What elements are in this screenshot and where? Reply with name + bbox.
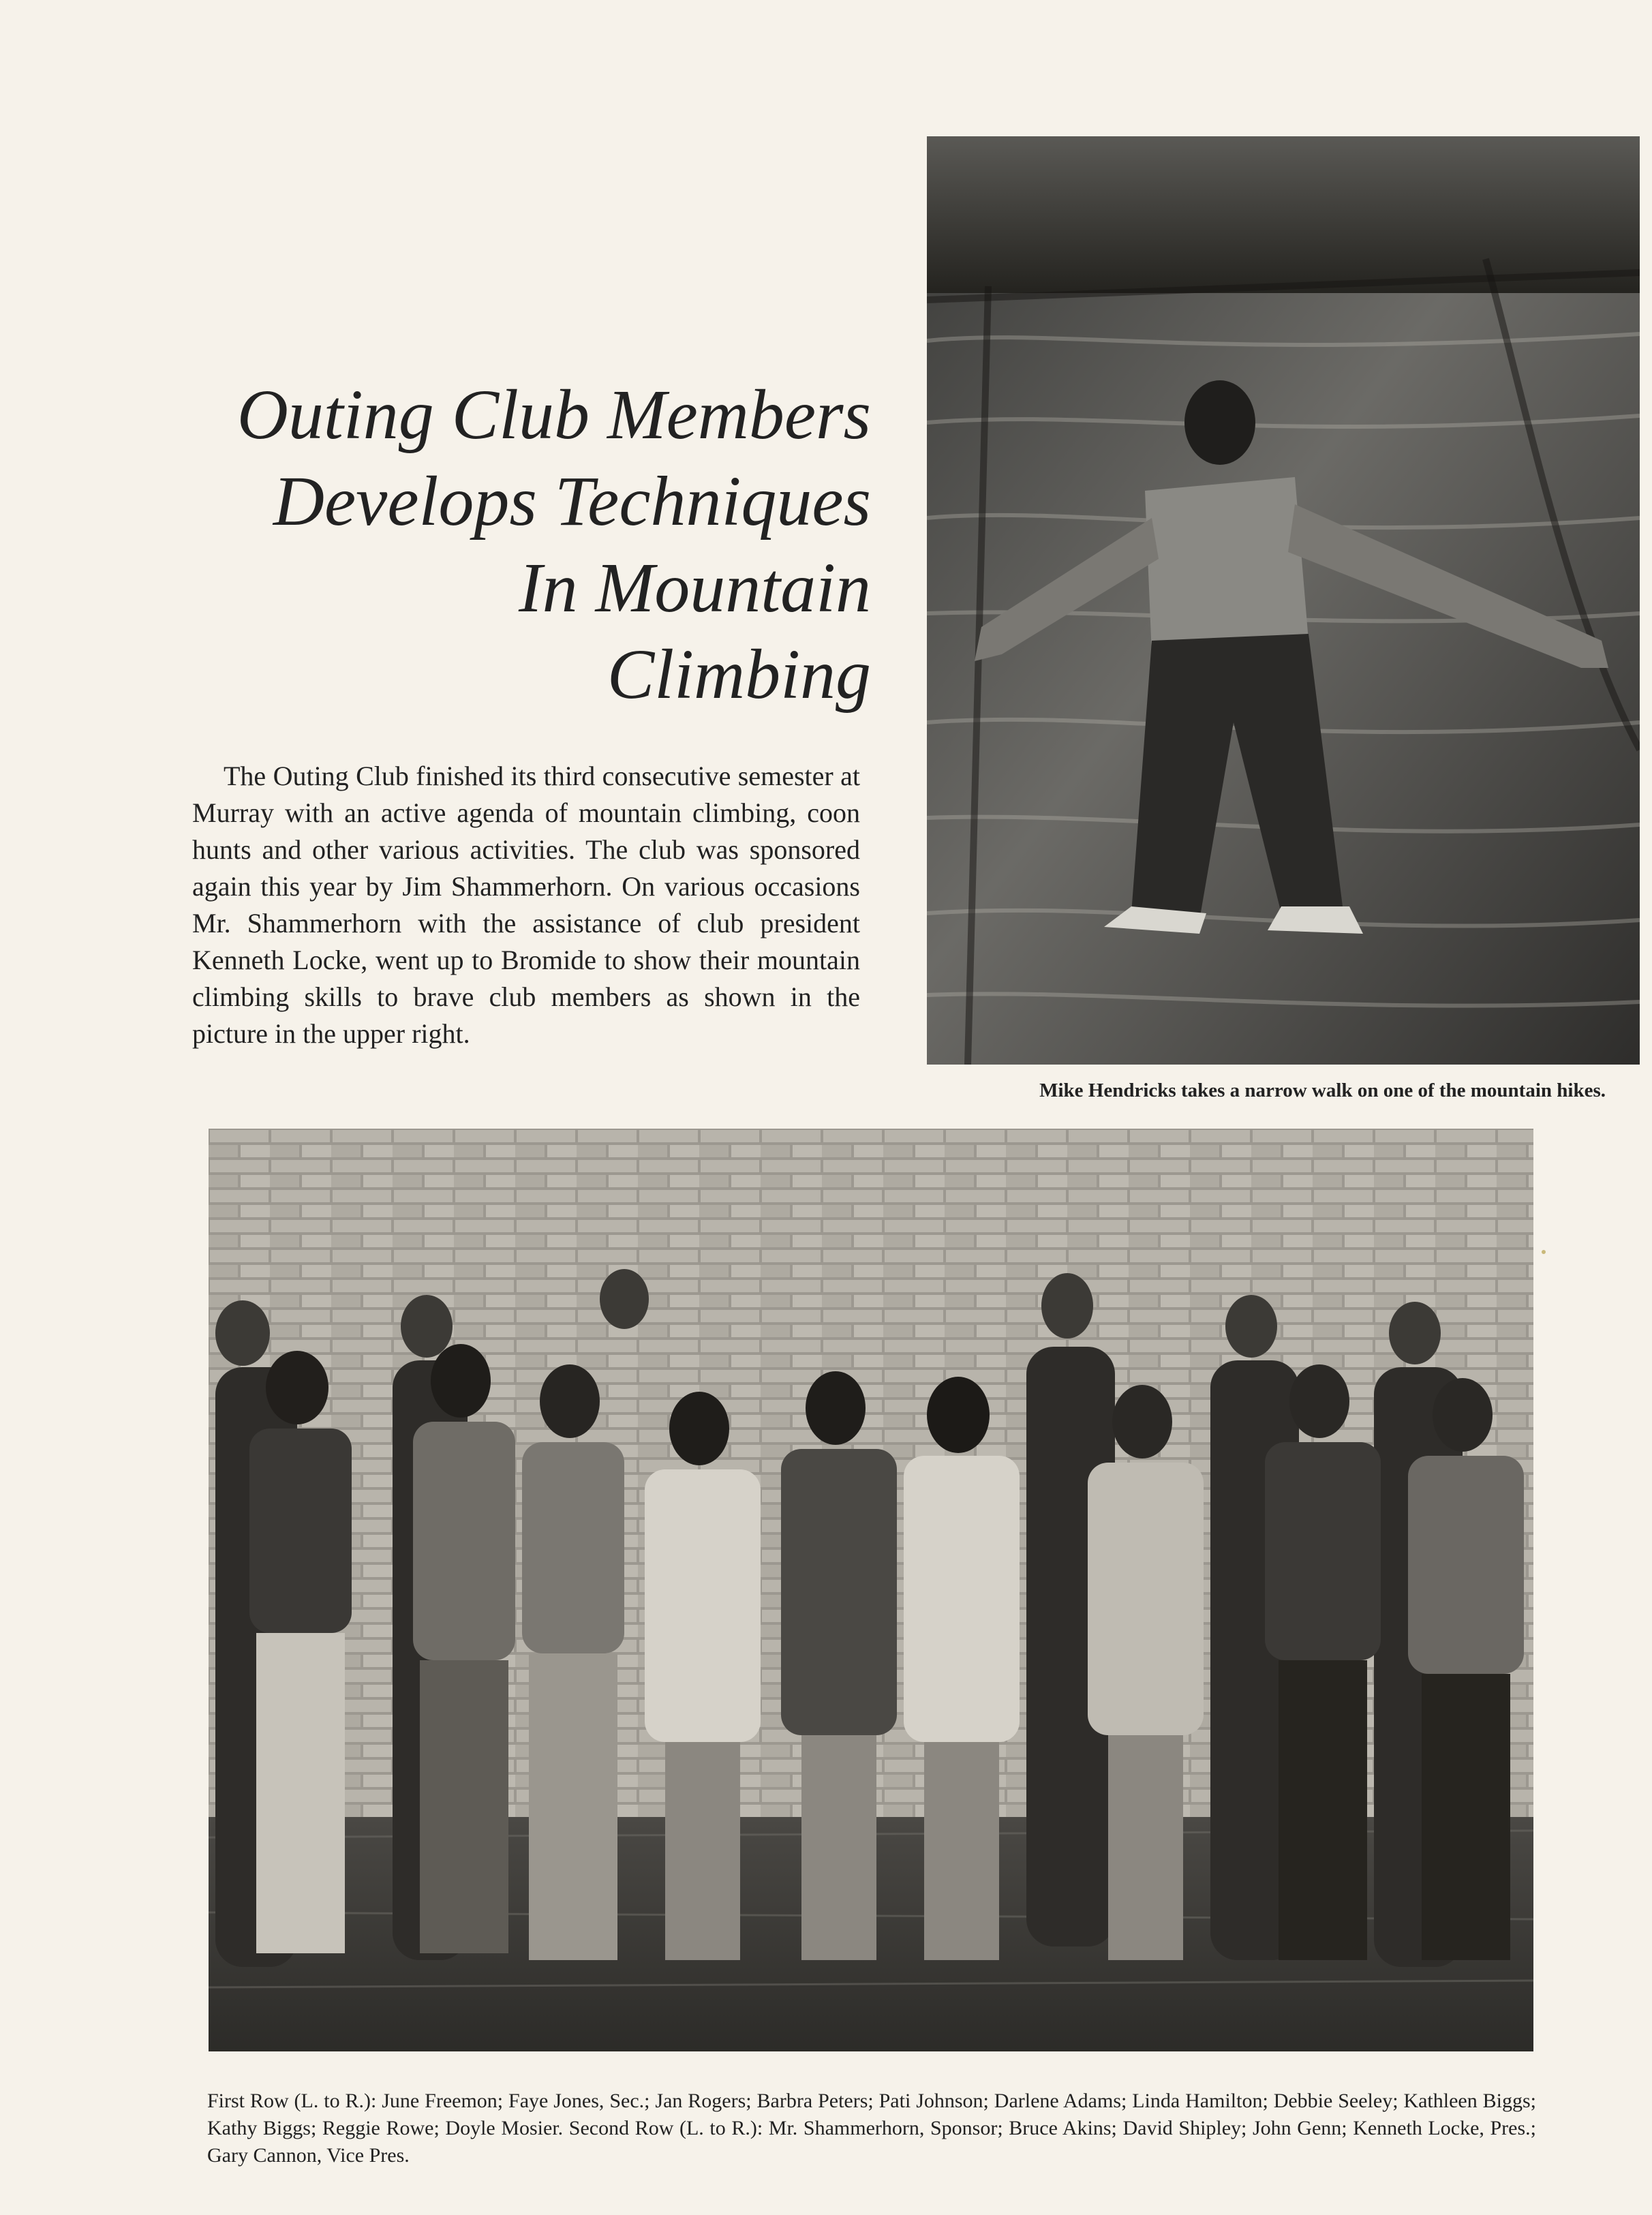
headline-line-4: Climbing — [607, 635, 871, 714]
headline-line-3: In Mountain — [518, 549, 871, 627]
article-body: The Outing Club finished its third consecutive semester at Murray with an active agenda of mountain climbing, coon hunts and other various activities. The club was sponsored again this year by Jim Shammerhorn. On various occasions Mr. Shammerhorn with the assistance of club president Kenneth Locke, went up to Bromide to show their mountain climbing skills to brave club members as shown in the picture in the upper right. — [192, 761, 860, 1049]
group-photo-image — [209, 1129, 1533, 2051]
group-photo — [209, 1129, 1533, 2051]
headline-line-1: Outing Club Members — [236, 376, 871, 454]
page-headline — [123, 371, 871, 718]
climbing-photo-caption: Mike Hendricks takes a narrow walk on one of the mountain hikes. — [1039, 1080, 1606, 1101]
group-photo-caption: First Row (L. to R.): June Freemon; Faye Jones, Sec.; Jan Rogers; Barbra Peters; Pati Johnson; Darlene Adams; Linda Hamilton; Debbie Seeley; Kathleen Biggs; Kathy Biggs; Reggie Rowe; Doyle Mosier. Second Row (L. to R.): Mr. Shammerhorn, Sponsor; Bruce Akins; David Shipley; John Genn; Kenneth Locke, Pres.; Gary Cannon, Vice Pres. — [207, 2090, 1536, 2167]
print-speck — [1542, 1250, 1546, 1254]
climbing-photo-image — [927, 136, 1640, 1065]
climbing-photo — [927, 136, 1640, 1065]
headline-line-2: Develops Techniques — [273, 462, 871, 540]
